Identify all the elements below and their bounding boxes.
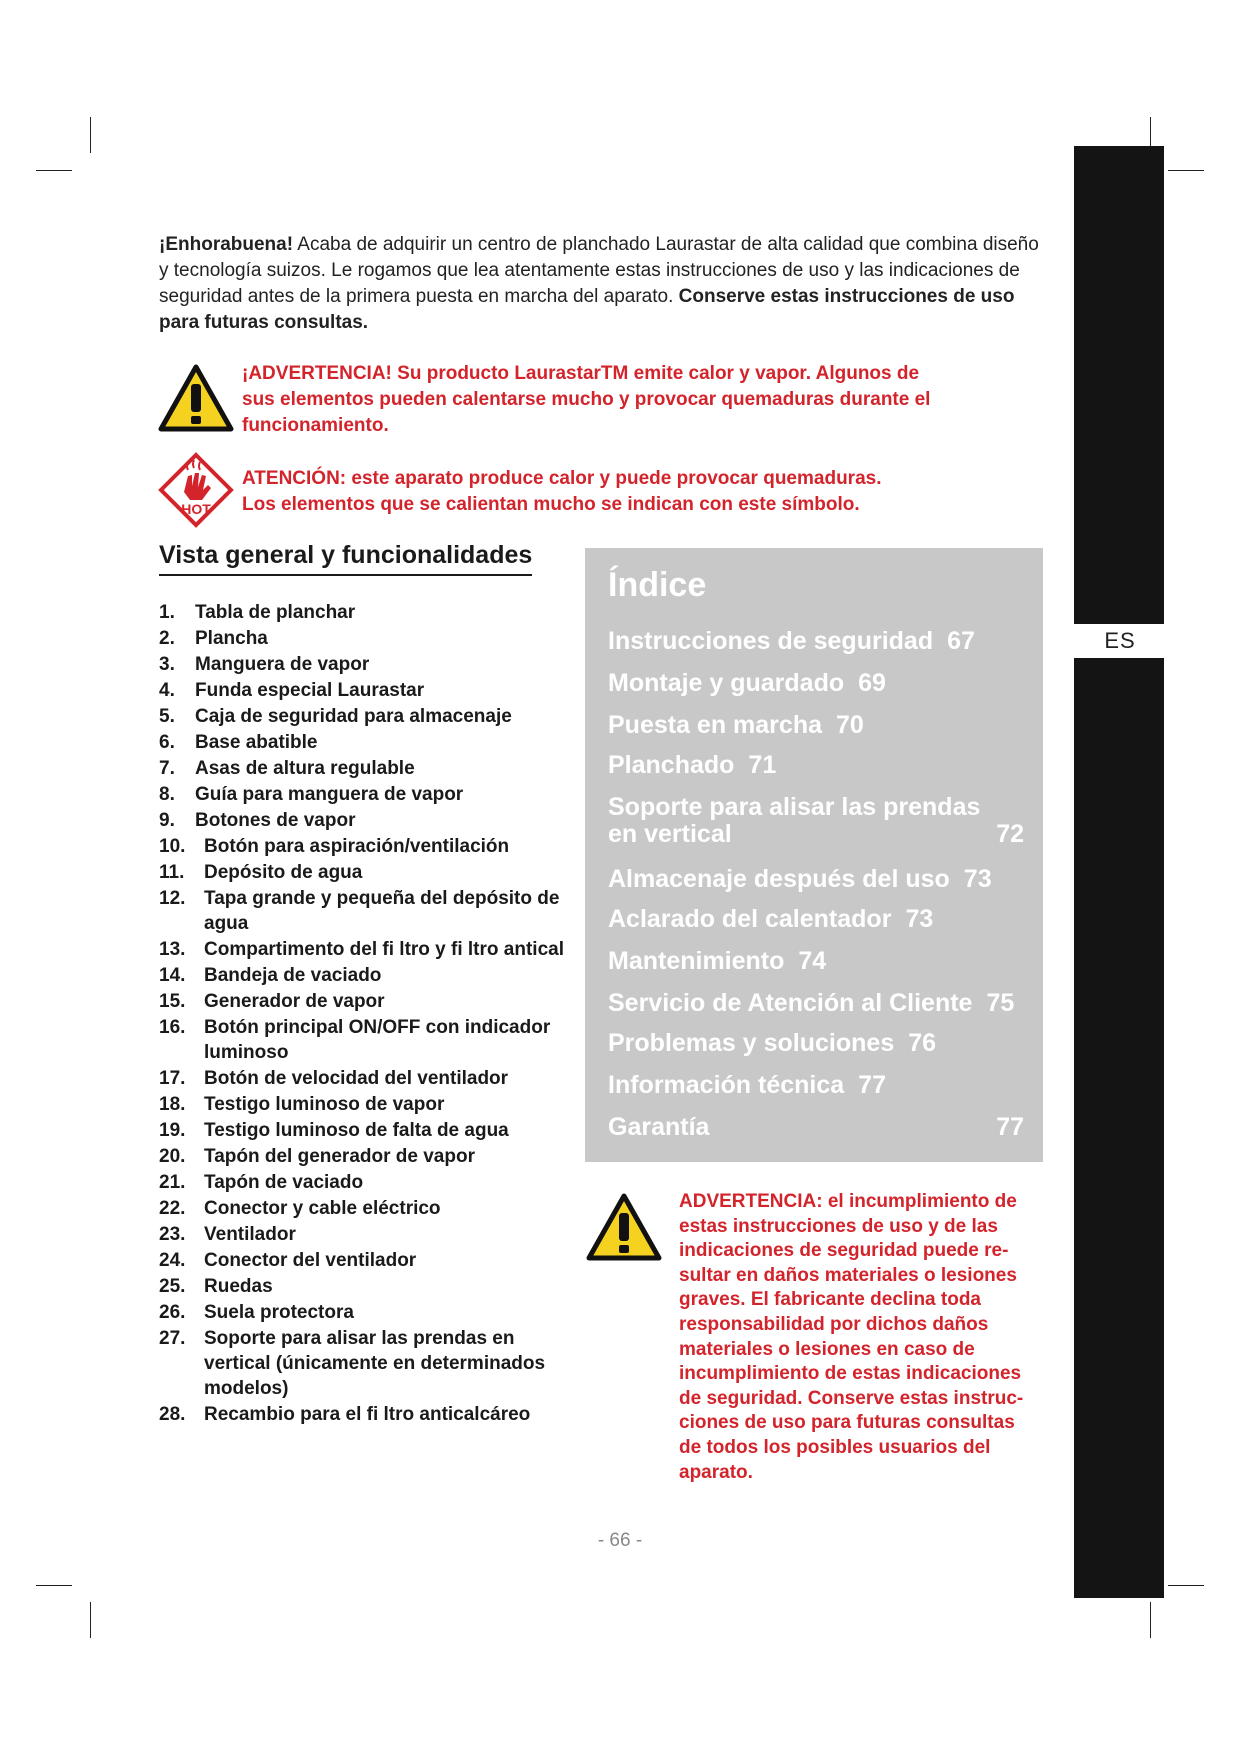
index-entry[interactable] bbox=[608, 990, 1024, 1017]
list-item-text: Botones de vapor bbox=[195, 810, 356, 831]
list-item-text: Botón de velocidad del ventilador bbox=[204, 1068, 509, 1089]
list-item-number: 17. bbox=[159, 1068, 186, 1089]
list-item-text: Compartimento del fi ltro y fi ltro antical bbox=[204, 939, 564, 960]
list-item bbox=[159, 1170, 569, 1195]
list-item bbox=[159, 600, 569, 625]
index-entry-page: 73 bbox=[963, 865, 992, 893]
index-entry[interactable] bbox=[608, 948, 1024, 975]
list-item bbox=[159, 730, 569, 755]
list-item-number: 19. bbox=[159, 1120, 186, 1141]
warning-line: funcionamiento. bbox=[242, 415, 389, 436]
list-item bbox=[159, 1274, 569, 1299]
warning-line: Los elementos que se calientan mucho se indican con este símbolo. bbox=[242, 494, 860, 515]
hot-surface-icon bbox=[158, 452, 234, 533]
list-item bbox=[159, 963, 569, 988]
index-entry[interactable] bbox=[608, 752, 1024, 779]
list-item-text: Depósito de agua bbox=[204, 862, 363, 883]
index-entry-page: 69 bbox=[858, 669, 886, 697]
index-entry-page: 74 bbox=[798, 947, 827, 975]
list-item-number: 26. bbox=[159, 1302, 186, 1323]
crop-mark bbox=[1168, 1585, 1204, 1586]
page-number: - 66 - bbox=[597, 1530, 643, 1551]
list-item-text: Ruedas bbox=[204, 1276, 273, 1297]
list-item-number: 10. bbox=[159, 836, 186, 857]
list-item-number: 16. bbox=[159, 1017, 186, 1038]
index-entry-label: Montaje y guardado bbox=[608, 669, 845, 697]
list-item-text: Funda especial Laurastar bbox=[195, 680, 425, 701]
list-item-number: 1. bbox=[159, 602, 175, 623]
list-item bbox=[159, 782, 569, 807]
list-item bbox=[159, 834, 569, 859]
intro-emphasis: Conserve estas instrucciones de uso para futuras consultas. bbox=[159, 286, 1015, 333]
list-item-text: Base abatible bbox=[195, 732, 318, 753]
list-item bbox=[159, 626, 569, 651]
intro-body: Acaba de adquirir un centro de planchado Laurastar de alta calidad que combina diseño y tecnología suizos. Le rogamos que lea atentamente estas instrucciones de uso y las indicaciones de seguridad antes de la primera puesta en marcha del aparato. bbox=[159, 234, 1039, 307]
list-item-number: 14. bbox=[159, 965, 186, 986]
list-item bbox=[159, 1118, 569, 1143]
liability-warning bbox=[679, 1190, 1049, 1485]
crop-mark bbox=[36, 1585, 72, 1586]
atencion-warning bbox=[242, 466, 1062, 518]
list-item-text: Guía para manguera de vapor bbox=[195, 784, 464, 805]
list-item-number: 11. bbox=[159, 862, 185, 883]
crop-mark bbox=[90, 1602, 91, 1638]
list-item-text: Tabla de planchar bbox=[195, 602, 356, 623]
index-entry-page: 72 bbox=[996, 820, 1024, 848]
warning-line: ATENCIÓN: este aparato produce calor y puede provocar quemaduras. bbox=[242, 468, 882, 489]
index-entry-page: 67 bbox=[947, 627, 975, 655]
list-item-text: Botón principal ON/OFF con indicador luminoso bbox=[204, 1017, 551, 1063]
warning-line: sultar en daños materiales o lesiones bbox=[679, 1264, 1017, 1286]
list-item-text: Testigo luminoso de falta de agua bbox=[204, 1120, 509, 1141]
warning-line: indicaciones de seguridad puede re- bbox=[679, 1240, 1009, 1262]
list-item-text: Generador de vapor bbox=[204, 991, 385, 1012]
list-item-number: 20. bbox=[159, 1146, 186, 1167]
list-item-text: Plancha bbox=[195, 628, 268, 649]
intro-lead: ¡Enhorabuena! bbox=[159, 234, 294, 255]
index-entry[interactable] bbox=[608, 794, 1024, 848]
index-entry-label: Mantenimiento bbox=[608, 947, 785, 975]
list-item bbox=[159, 1066, 569, 1091]
warning-line: de seguridad. Conserve estas instruc- bbox=[679, 1387, 1024, 1409]
list-item-number: 15. bbox=[159, 991, 186, 1012]
index-entry-label: Soporte para alisar las prendas en vertical bbox=[608, 793, 981, 848]
advertencia-warning bbox=[242, 361, 1062, 439]
list-item bbox=[159, 1402, 569, 1427]
list-item-number: 2. bbox=[159, 628, 175, 649]
list-item-text: Tapa grande y pequeña del depósito de agua bbox=[204, 888, 560, 934]
warning-line: ¡ADVERTENCIA! Su producto LaurastarTM emite calor y vapor. Algunos de bbox=[242, 363, 920, 384]
index-entry-page: 70 bbox=[836, 711, 864, 739]
warning-line: aparato. bbox=[679, 1461, 753, 1483]
list-item-text: Asas de altura regulable bbox=[195, 758, 415, 779]
language-sidebar bbox=[1074, 146, 1164, 1598]
list-item bbox=[159, 989, 569, 1014]
index-entry-page: 76 bbox=[908, 1029, 937, 1057]
index-entry-label: Información técnica bbox=[608, 1071, 845, 1099]
warning-line: graves. El fabricante declina toda bbox=[679, 1289, 981, 1311]
list-item-text: Caja de seguridad para almacenaje bbox=[195, 706, 512, 727]
index-entry-page: 71 bbox=[748, 751, 777, 779]
list-item bbox=[159, 1092, 569, 1117]
intro-paragraph bbox=[159, 232, 1049, 336]
index-entry-label: Aclarado del calentador bbox=[608, 905, 892, 933]
warning-line: ADVERTENCIA: el incumplimiento de bbox=[679, 1191, 1017, 1212]
list-item-number: 24. bbox=[159, 1250, 186, 1271]
overview-title: Vista general y funcionalidades bbox=[159, 541, 532, 576]
list-item bbox=[159, 1015, 569, 1065]
warning-line: sus elementos pueden calentarse mucho y provocar quemaduras durante el bbox=[242, 389, 931, 410]
warning-line: ciones de uso para futuras consultas bbox=[679, 1412, 1015, 1434]
warning-line: estas instrucciones de uso y de las bbox=[679, 1215, 998, 1237]
warning-triangle-icon bbox=[586, 1193, 662, 1266]
index-entry-label: Almacenaje después del uso bbox=[608, 865, 950, 893]
index-title: Índice bbox=[608, 566, 707, 604]
list-item-text: Tapón del generador de vapor bbox=[204, 1146, 475, 1167]
list-item bbox=[159, 937, 569, 962]
crop-mark bbox=[36, 170, 72, 171]
list-item-text: Conector del ventilador bbox=[204, 1250, 417, 1271]
list-item-number: 6. bbox=[159, 732, 175, 753]
list-item-number: 23. bbox=[159, 1224, 186, 1245]
list-item-text: Bandeja de vaciado bbox=[204, 965, 382, 986]
list-item bbox=[159, 860, 569, 885]
hot-label: HOT bbox=[181, 501, 211, 517]
index-entry-label: Planchado bbox=[608, 751, 735, 779]
index-entry[interactable] bbox=[608, 906, 1024, 933]
list-item-number: 4. bbox=[159, 680, 175, 701]
list-item bbox=[159, 1144, 569, 1169]
crop-mark bbox=[1168, 170, 1204, 171]
index-entry-label: Puesta en marcha bbox=[608, 711, 822, 739]
list-item bbox=[159, 808, 569, 833]
warning-line: materiales o lesiones en caso de bbox=[679, 1338, 975, 1360]
index-entry[interactable] bbox=[608, 866, 1024, 893]
list-item bbox=[159, 652, 569, 677]
index-entry-label: Instrucciones de seguridad bbox=[608, 627, 934, 655]
warning-line: incumplimiento de estas indicaciones bbox=[679, 1363, 1022, 1385]
list-item-number: 3. bbox=[159, 654, 175, 675]
parts-list bbox=[159, 600, 569, 1428]
list-item-text: Conector y cable eléctrico bbox=[204, 1198, 441, 1219]
list-item-number: 28. bbox=[159, 1404, 186, 1425]
list-item bbox=[159, 756, 569, 781]
list-item-text: Testigo luminoso de vapor bbox=[204, 1094, 445, 1115]
list-item-number: 27. bbox=[159, 1328, 186, 1349]
list-item-text: Suela protectora bbox=[204, 1302, 354, 1323]
list-item-text: Manguera de vapor bbox=[195, 654, 370, 675]
list-item bbox=[159, 1248, 569, 1273]
list-item-number: 22. bbox=[159, 1198, 186, 1219]
list-item-text: Tapón de vaciado bbox=[204, 1172, 364, 1193]
index-box bbox=[585, 548, 1043, 1162]
list-item bbox=[159, 1196, 569, 1221]
index-entry-label: Problemas y soluciones bbox=[608, 1029, 895, 1057]
list-item bbox=[159, 886, 569, 936]
crop-mark bbox=[90, 117, 91, 153]
list-item-number: 9. bbox=[159, 810, 175, 831]
list-item-text: Soporte para alisar las prendas en vertical (únicamente en determinados modelos) bbox=[204, 1328, 546, 1399]
index-entry-label: Servicio de Atención al Cliente bbox=[608, 989, 973, 1017]
index-entry-label: Garantía bbox=[608, 1113, 710, 1141]
list-item-number: 21. bbox=[159, 1172, 186, 1193]
index-entry-page: 77 bbox=[996, 1113, 1024, 1141]
index-entry[interactable] bbox=[608, 628, 1024, 655]
list-item-number: 25. bbox=[159, 1276, 186, 1297]
list-item bbox=[159, 1300, 569, 1325]
warning-line: responsabilidad por dichos daños bbox=[679, 1313, 989, 1335]
list-item-number: 5. bbox=[159, 706, 175, 727]
crop-mark bbox=[1150, 1602, 1151, 1638]
list-item-text: Recambio para el fi ltro anticalcáreo bbox=[204, 1404, 531, 1425]
index-entry[interactable] bbox=[608, 1114, 1024, 1141]
index-entry-page: 77 bbox=[858, 1071, 886, 1099]
list-item-number: 18. bbox=[159, 1094, 186, 1115]
index-entry[interactable] bbox=[608, 670, 1024, 697]
warning-triangle-icon bbox=[158, 364, 234, 437]
list-item-number: 13. bbox=[159, 939, 186, 960]
list-item-number: 12. bbox=[159, 888, 186, 909]
list-item-text: Ventilador bbox=[204, 1224, 296, 1245]
index-entry[interactable] bbox=[608, 1072, 1024, 1099]
list-item bbox=[159, 704, 569, 729]
list-item-text: Botón para aspiración/ventilación bbox=[204, 836, 510, 857]
list-item-number: 8. bbox=[159, 784, 175, 805]
list-item bbox=[159, 1326, 569, 1401]
index-entry-page: 73 bbox=[905, 905, 934, 933]
list-item bbox=[159, 678, 569, 703]
warning-line: de todos los posibles usuarios del bbox=[679, 1436, 991, 1458]
index-entry-page: 75 bbox=[986, 989, 1015, 1017]
language-tab: ES bbox=[1074, 624, 1166, 658]
index-entry[interactable] bbox=[608, 712, 1024, 739]
index-entry[interactable] bbox=[608, 1030, 1024, 1057]
list-item-number: 7. bbox=[159, 758, 175, 779]
list-item bbox=[159, 1222, 569, 1247]
